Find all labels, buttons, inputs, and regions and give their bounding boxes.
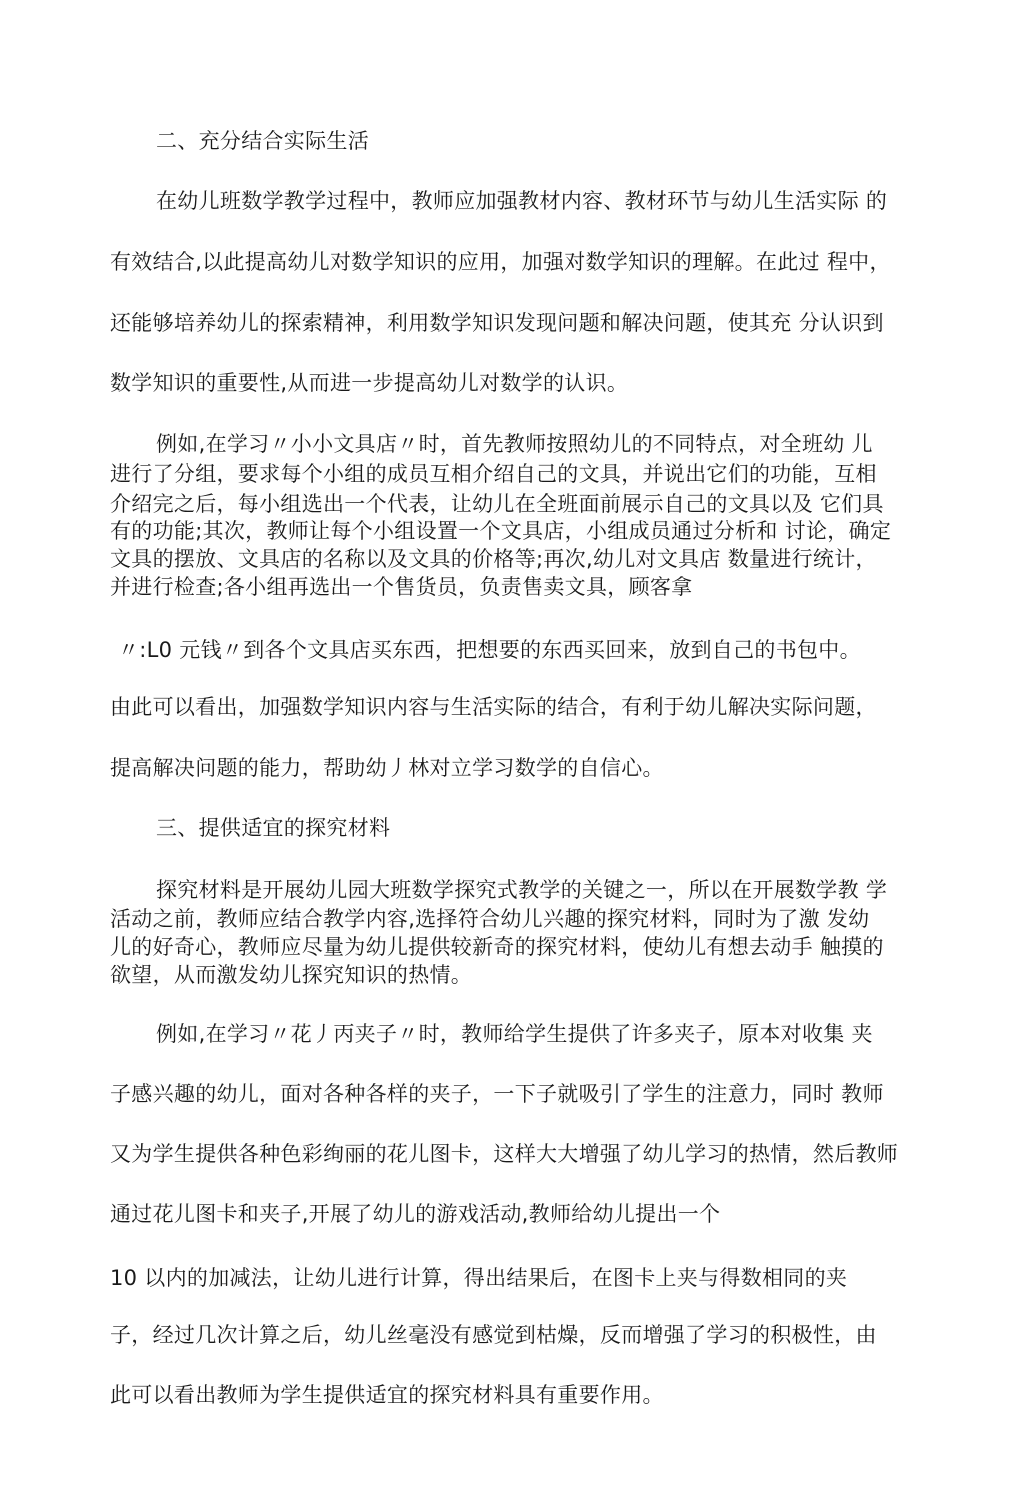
- text-line: 例如,在学习〃花丿丙夹子〃时，教师给学生提供了许多夹子，原本对收集 夹: [156, 1022, 873, 1046]
- text-line: 通过花儿图卡和夹子,开展了幼儿的游戏活动,教师给幼儿提出一个: [110, 1202, 721, 1226]
- text-line: 活动之前，教师应结合教学内容,选择符合幼儿兴趣的探究材料，同时为了激 发幼: [110, 907, 870, 931]
- text-line: 儿的好奇心，教师应尽量为幼儿提供较新奇的探究材料，使幼儿有想去动手 触摸的: [110, 935, 884, 959]
- text-line: 在幼儿班数学教学过程中，教师应加强教材内容、教材环节与幼儿生活实际 的: [156, 189, 888, 213]
- text-line: 有效结合,以此提高幼儿对数学知识的应用，加强对数学知识的理解。在此过 程中，: [110, 250, 891, 274]
- text-line: 10 以内的加减法，让幼儿进行计算，得出结果后，在图卡上夹与得数相同的夹: [110, 1266, 848, 1290]
- text-line: 介绍完之后，每小组选出一个代表，让幼儿在全班面前展示自己的文具以及 它们具: [110, 492, 884, 516]
- text-line: 数学知识的重要性,从而进一步提高幼儿对数学的认识。: [110, 371, 629, 395]
- text-line: 此可以看出教师为学生提供适宜的探究材料具有重要作用。: [110, 1383, 664, 1407]
- text-line: 进行了分组，要求每个小组的成员互相介绍自己的文具，并说出它们的功能，互相: [110, 462, 877, 486]
- text-line: 子感兴趣的幼儿，面对各种各样的夹子，一下子就吸引了学生的注意力，同时 教师: [110, 1082, 884, 1106]
- text-line: 提高解决问题的能力，帮助幼丿林对立学习数学的自信心。: [110, 756, 664, 780]
- text-line: 例如,在学习〃小小文具店〃时，首先教师按照幼儿的不同特点，对全班幼 儿: [156, 432, 873, 456]
- text-line: 文具的摆放、文具店的名称以及文具的价格等;再次,幼儿对文具店 数量进行统计，: [110, 547, 877, 571]
- text-line: 探究材料是开展幼儿园大班数学探究式教学的关键之一，所以在开展数学教 学: [156, 878, 888, 902]
- text-line: 有的功能;其次，教师让每个小组设置一个文具店，小组成员通过分析和 讨论，确定: [110, 519, 892, 543]
- text-line: 〃:L0 元钱〃到各个文具店买东西，把想要的东西买回来，放到自己的书包中。: [118, 638, 861, 662]
- section-heading: 三、提供适宜的探究材料: [156, 816, 391, 840]
- text-line: 欲望，从而激发幼儿探究知识的热情。: [110, 963, 473, 987]
- section-heading: 二、充分结合实际生活: [156, 129, 369, 153]
- text-line: 由此可以看出，加强数学知识内容与生活实际的结合，有利于幼儿解决实际问题，: [110, 695, 877, 719]
- text-line: 并进行检查;各小组再选出一个售货员，负责售卖文具，顾客拿: [110, 575, 693, 599]
- text-line: 子，经过几次计算之后，幼儿丝毫没有感觉到枯燥，反而增强了学习的积极性，由: [110, 1323, 877, 1347]
- text-line: 又为学生提供各种色彩绚丽的花儿图卡，这样大大增强了幼儿学习的热情，然后教师: [110, 1142, 899, 1166]
- text-line: 还能够培养幼儿的探索精神，利用数学知识发现问题和解决问题，使其充 分认识到: [110, 311, 884, 335]
